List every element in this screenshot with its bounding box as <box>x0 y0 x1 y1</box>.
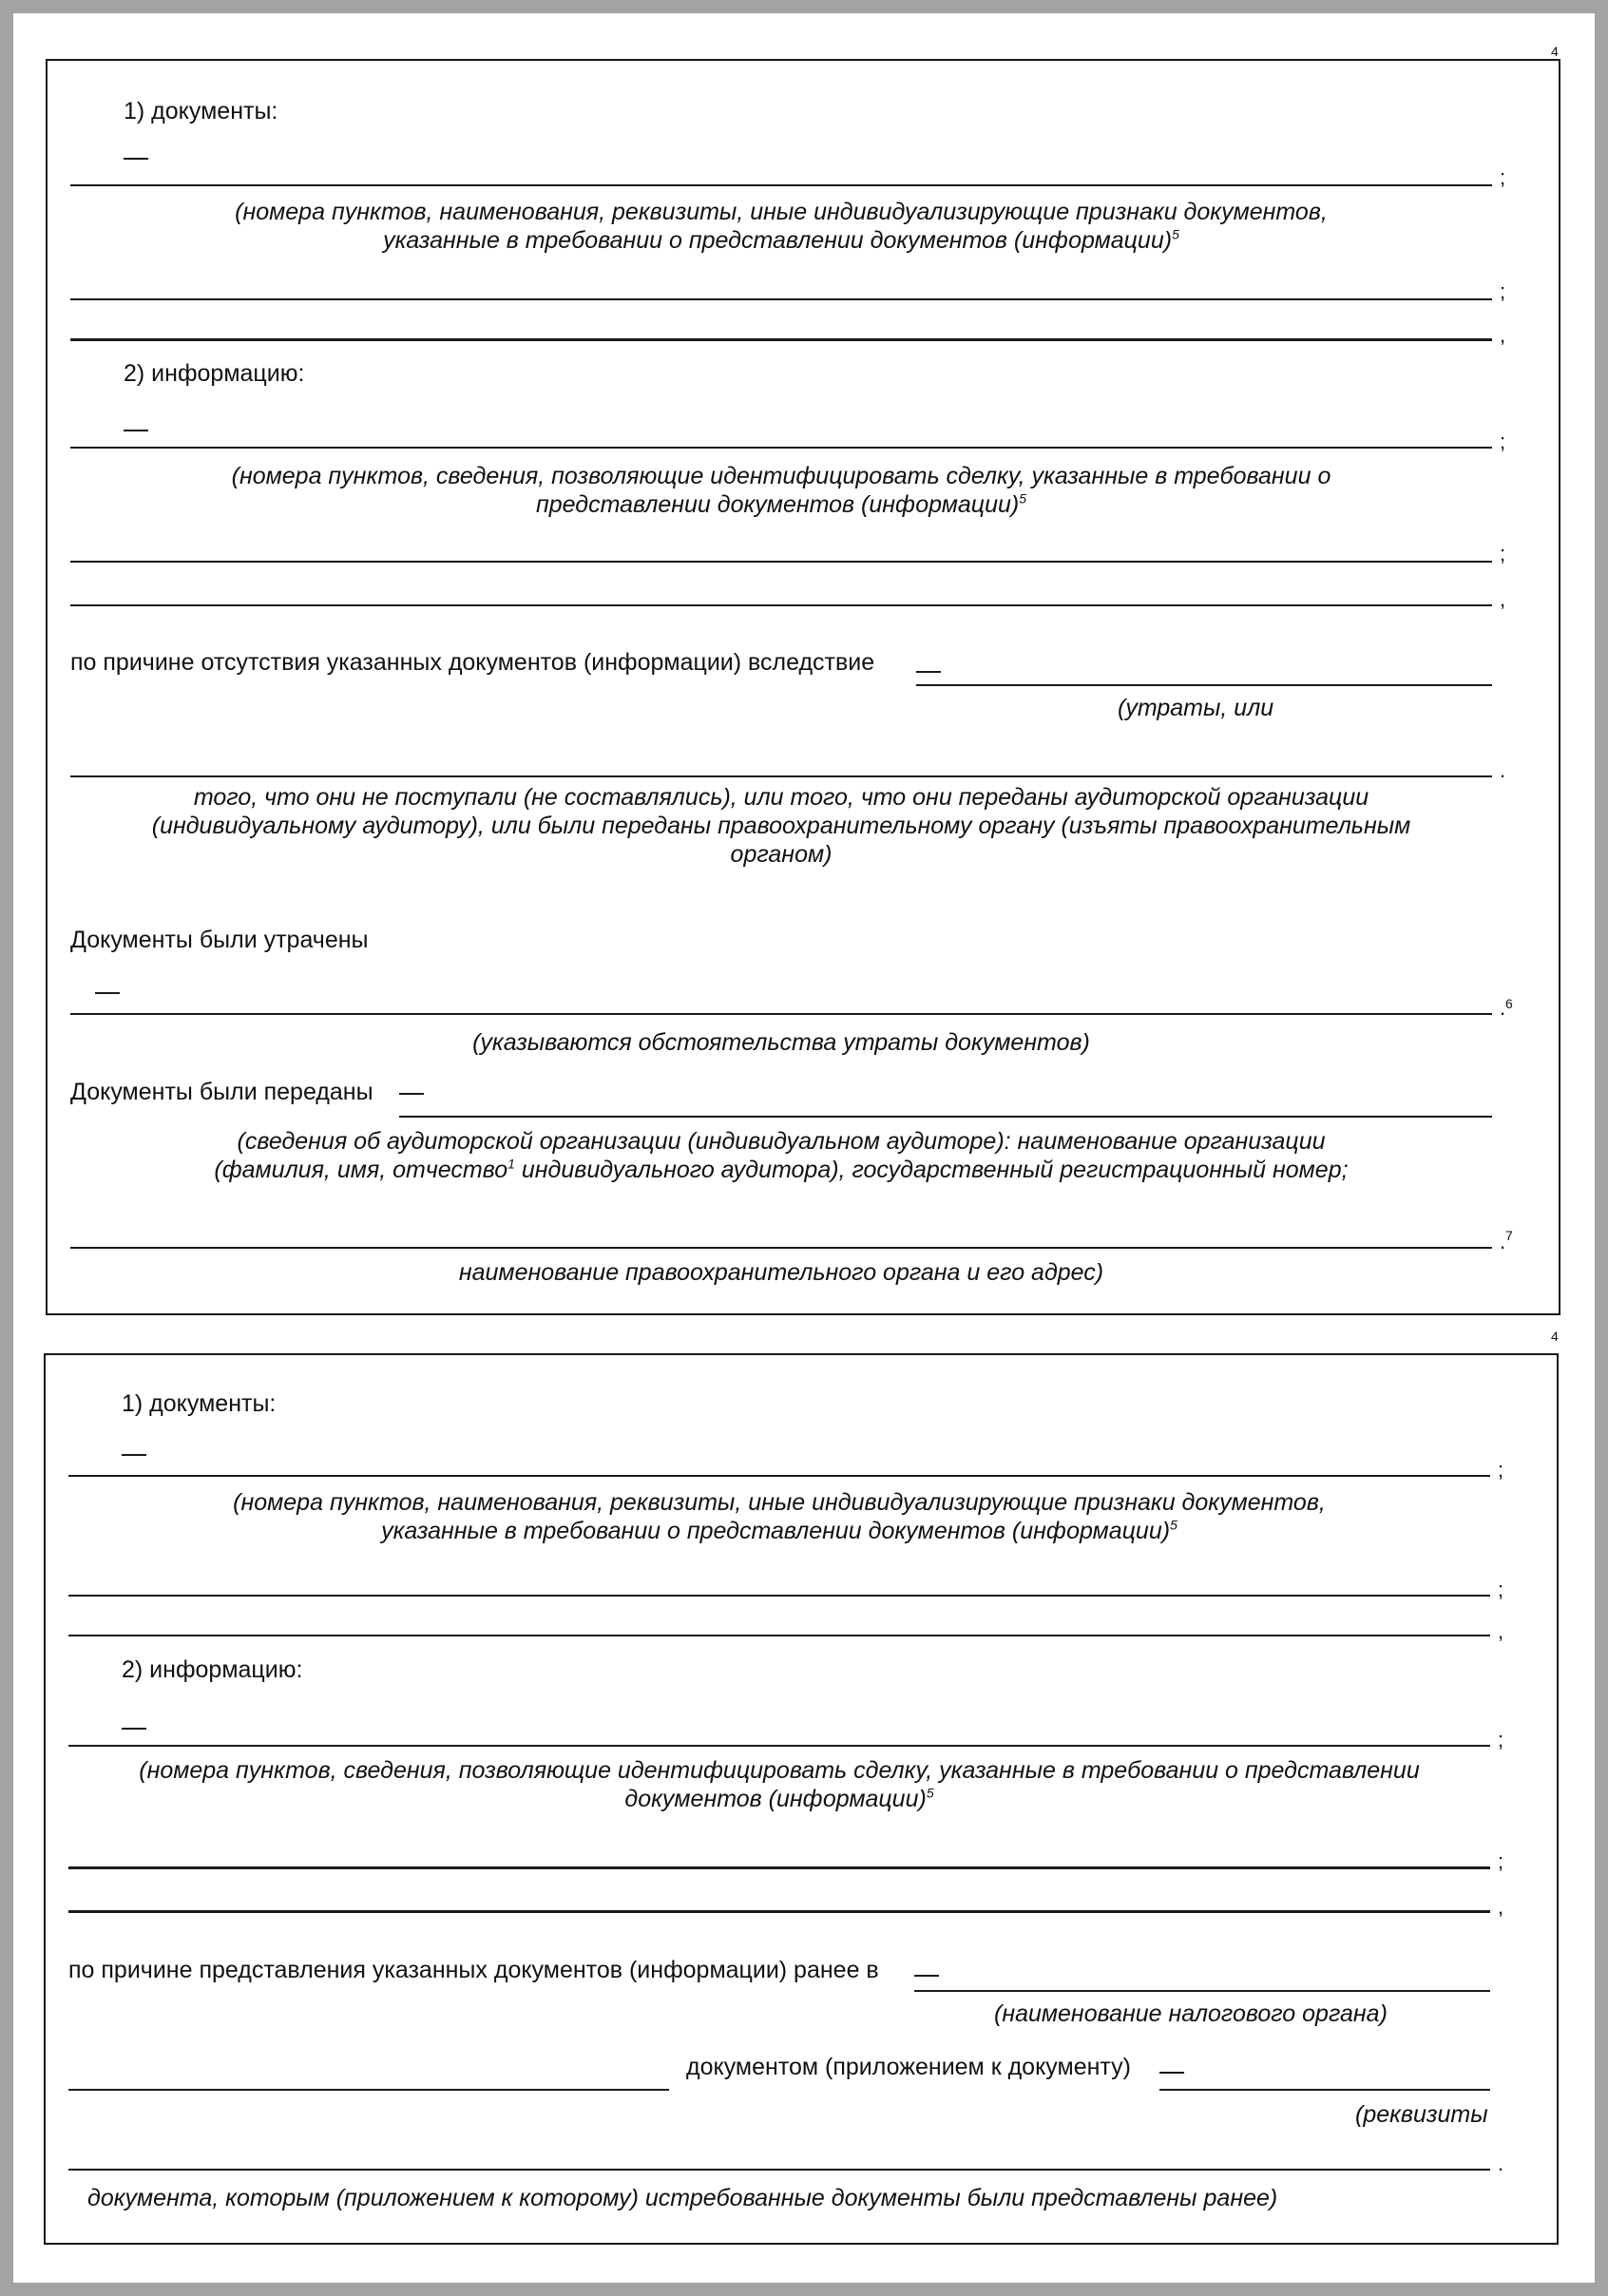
punct-period: . <box>1500 996 1506 1020</box>
document-label: документом (приложением к документу) <box>686 2054 1131 2080</box>
information-input-line-3[interactable] <box>70 604 1492 606</box>
dash-mark <box>122 1454 146 1456</box>
reason-label: по причине представления указанных документов (информации) ранее в <box>68 1957 879 1983</box>
footnote-mark: 7 <box>1505 1228 1513 1243</box>
documents-input-line-3[interactable] <box>68 1635 1490 1636</box>
authority-caption: наименование правоохранительного органа и его адрес) <box>458 1259 1104 1286</box>
punct-semicolon: ; <box>1500 430 1506 453</box>
dash-mark <box>916 671 941 673</box>
punct-semicolon: ; <box>1498 1578 1504 1601</box>
information-caption: (номера пунктов, сведения, позволяющие идентифицировать сделку, указанные в требовании о представлении документов (информации)$^5$ <box>139 1757 1420 1812</box>
documents-input-line[interactable] <box>68 1475 1490 1477</box>
documents-caption: (номера пунктов, наименования, реквизиты, иные индивидуализирующие признаки документов, указанные в требовании о представлении документов (информации)$^5$ <box>233 1489 1326 1544</box>
reason-caption: (утраты, или <box>1118 695 1274 721</box>
page-number: 4 <box>1551 44 1559 59</box>
dash-mark <box>122 1728 146 1730</box>
documents-input-line-2[interactable] <box>68 1595 1490 1597</box>
lost-caption: (указываются обстоятельства утраты документов) <box>472 1029 1090 1056</box>
punct-semicolon: ; <box>1498 1728 1504 1751</box>
punct-comma: , <box>1500 587 1506 611</box>
reason-input-line-2[interactable] <box>70 775 1492 777</box>
documents-input-line[interactable] <box>70 184 1492 186</box>
item-documents-label: 1) документы: <box>122 1390 277 1417</box>
information-input-line[interactable] <box>68 1745 1490 1747</box>
punct-semicolon: ; <box>1500 542 1506 565</box>
punct-semicolon: ; <box>1500 165 1506 189</box>
punct-comma: , <box>1498 1895 1504 1919</box>
authority-input-line[interactable] <box>70 1247 1492 1249</box>
punct-semicolon: ; <box>1498 1849 1504 1873</box>
documents-caption: (номера пунктов, наименования, реквизиты, иные индивидуализирующие признаки документов, указанные в требовании о представлении документов (информации)$^5$ <box>235 199 1328 254</box>
punct-semicolon: ; <box>1498 1458 1504 1482</box>
punct-period: . <box>1500 758 1506 782</box>
footnote-mark: 6 <box>1505 996 1513 1011</box>
page-number: 4 <box>1551 1329 1559 1344</box>
information-input-line-2[interactable] <box>68 1866 1490 1869</box>
information-caption: (номера пунктов, сведения, позволяющие идентифицировать сделку, указанные в требовании о представлении документов (информации)$^5$ <box>231 463 1331 518</box>
dash-mark <box>914 1975 939 1977</box>
documents-input-line-2[interactable] <box>70 298 1492 300</box>
requisites-input-line-2[interactable] <box>68 2169 1490 2171</box>
dash-mark <box>124 158 148 160</box>
punct-semicolon: ; <box>1500 279 1506 303</box>
dash-mark <box>95 992 120 994</box>
requisites-input-line[interactable] <box>1159 2089 1490 2091</box>
dash-mark <box>399 1093 424 1095</box>
transferred-label: Документы были переданы <box>70 1079 373 1105</box>
document-input-line[interactable] <box>68 2089 669 2091</box>
punct-comma: , <box>1498 1619 1504 1643</box>
requisites-caption-detail: документа, которым (приложением к которому) истребованные документы были представлены ранее) <box>87 2185 1278 2211</box>
transferred-caption: (сведения об аудиторской организации (индивидуальном аудиторе): наименование организации (фамилия, имя, отчество$^1$ индивидуального аудитора), государственный регистрационный номер; <box>214 1128 1349 1183</box>
tax-authority-caption: (наименование налогового органа) <box>994 2000 1388 2027</box>
information-input-line-3[interactable] <box>68 1910 1490 1913</box>
information-input-line-2[interactable] <box>70 561 1492 563</box>
lost-label: Документы были утрачены <box>70 927 369 953</box>
information-input-line[interactable] <box>70 447 1492 449</box>
reason-input-line[interactable] <box>916 684 1492 686</box>
punct-period: . <box>1500 1230 1506 1253</box>
punct-comma: , <box>1500 323 1506 347</box>
transferred-input-line[interactable] <box>399 1116 1492 1118</box>
item-information-label: 2) информацию: <box>124 360 305 387</box>
lost-input-line[interactable] <box>70 1013 1492 1015</box>
tax-authority-input-line[interactable] <box>914 1990 1490 1992</box>
item-documents-label: 1) документы: <box>124 98 278 124</box>
documents-input-line-3[interactable] <box>70 338 1492 341</box>
item-information-label: 2) информацию: <box>122 1656 303 1683</box>
dash-mark <box>1159 2072 1184 2074</box>
reason-label: по причине отсутствия указанных документов (информации) вследствие <box>70 649 875 676</box>
punct-period: . <box>1498 2152 1504 2175</box>
requisites-caption: (реквизиты <box>1355 2101 1488 2128</box>
reason-caption-detail: того, что они не поступали (не составлялись), или того, что они переданы аудиторской организации (индивидуальному аудитору), или были переданы правоохранительному органу (изъяты правоохранительным органом) <box>151 784 1411 868</box>
dash-mark <box>124 430 148 431</box>
